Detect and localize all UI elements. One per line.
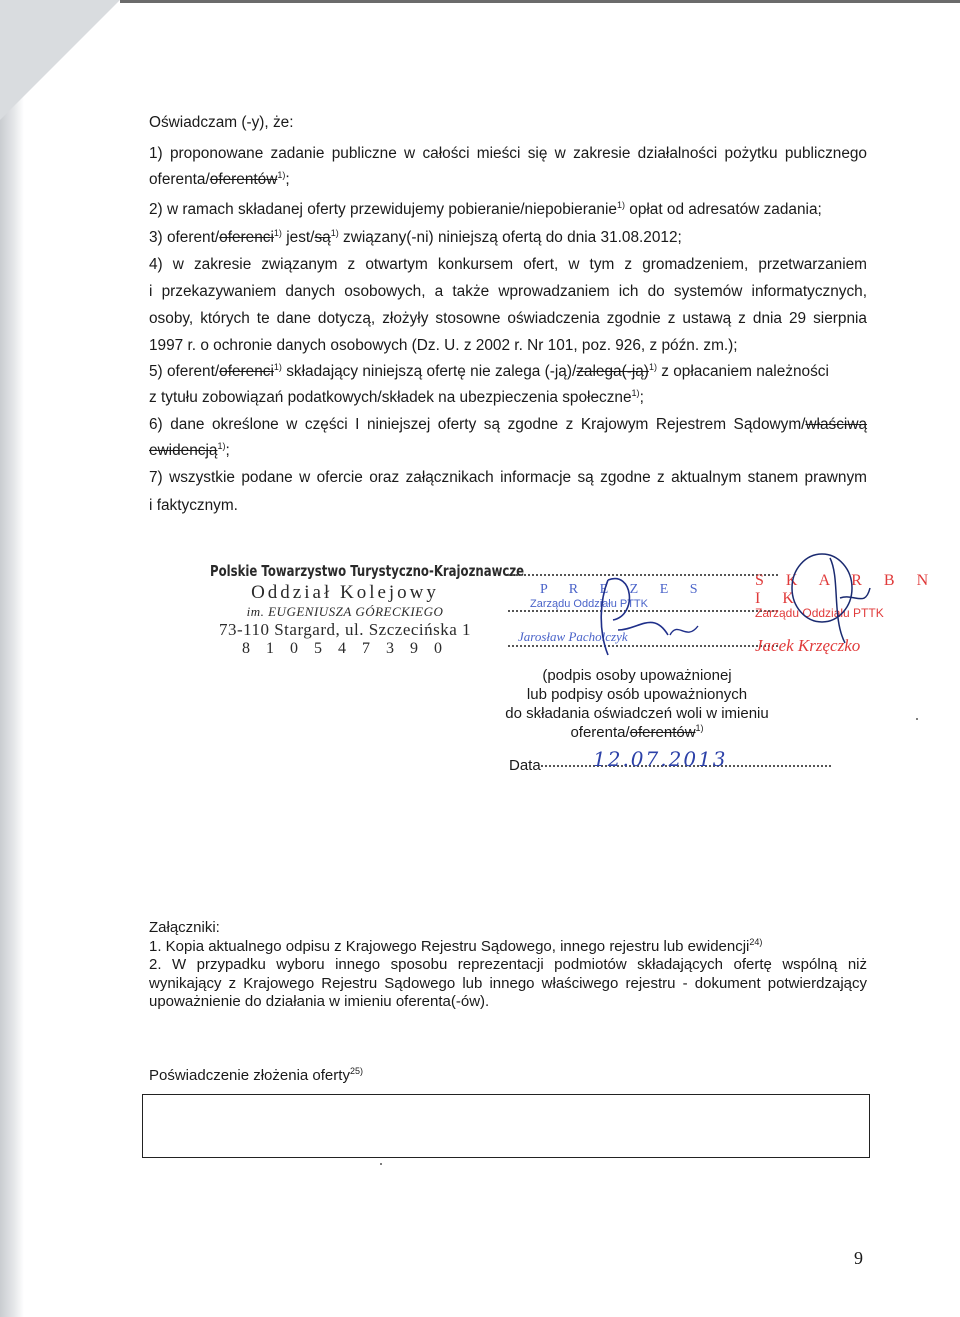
text: Poświadczenie złożenia oferty: [149, 1067, 350, 1084]
struck-text: oferenci: [219, 229, 274, 246]
text: z tytułu zobowiązań podatkowych/składek na ubezpieczenia społeczne: [149, 389, 632, 406]
declaration-item-3: [149, 229, 682, 247]
declaration-item-4-cont: osoby, których te dane dotyczą, złożyły stosowne oświadczenia zgodnie z ustawą z dnia 29 sierpnia: [149, 310, 867, 327]
scan-edge-shadow: [0, 0, 24, 1317]
date-handwritten-value: 12.07.2013: [593, 747, 728, 771]
declaration-item-6: [149, 416, 867, 434]
text: 2) w ramach składanej oferty przewidujemy pobieranie/niepobieranie: [149, 201, 617, 218]
footnote-ref: 1): [277, 169, 286, 180]
declaration-item-1: 1) proponowane zadanie publiczne w całości mieści się w zakresie działalności pożytku publicznego: [149, 145, 867, 162]
date-label: Data: [509, 757, 541, 774]
stamp-line: 8 1 0 5 4 7 3 9 0: [242, 640, 448, 657]
text: ;: [285, 171, 290, 188]
handwritten-signature-treasurer: [770, 548, 890, 658]
struck-text: ewidencją: [149, 442, 218, 459]
declaration-item-1-cont: [149, 171, 290, 189]
text: oferenta/: [570, 724, 630, 741]
signature-caption: [487, 666, 787, 742]
text: oferenta/: [149, 171, 210, 188]
treasurer-stamp-org: Zarządu Oddziału PTTK: [755, 606, 884, 620]
caption-line: [487, 723, 787, 742]
president-stamp-org: Zarządu Oddziału PTTK: [530, 598, 648, 610]
declaration-item-2: [149, 201, 822, 219]
stamp-line: Oddział Kolejowy: [251, 582, 439, 603]
text: ;: [225, 442, 230, 459]
organization-stamp: [210, 562, 525, 658]
declaration-item-4-cont: 1997 r. o ochronie danych osobowych (Dz. U. z 2002 r. Nr 101, poz. 926, z późn. zm.);: [149, 337, 738, 354]
footnote-ref: 1): [217, 440, 226, 451]
president-stamp-name: Jarosław Pacholczyk: [518, 629, 628, 644]
handwritten-signature-president: [578, 560, 718, 670]
scan-speck: [380, 1163, 382, 1165]
president-stamp-title: P R E Z E S: [540, 582, 707, 597]
caption-line: do składania oświadczeń woli w imieniu: [505, 705, 769, 722]
footnote-ref: 1): [631, 387, 640, 398]
confirmation-box: [142, 1094, 870, 1158]
struck-text: oferentów: [629, 724, 696, 741]
stamp-line: im. EUGENIUSZA GÓRECKIEGO: [246, 604, 444, 619]
caption-line: lub podpisy osób upoważnionych: [526, 686, 748, 703]
attachment-item-1: [149, 938, 867, 957]
text: związany(-ni) niniejszą ofertą do dnia 31.08.2012;: [338, 229, 682, 246]
footnote-ref: 1): [273, 361, 282, 372]
scan-folded-corner: [0, 0, 120, 120]
footnote-ref: 25): [349, 1066, 363, 1076]
declaration-item-5: [149, 363, 829, 381]
struck-text: są: [314, 229, 331, 246]
footnote-ref: 1): [330, 227, 339, 238]
stamp-line: 73-110 Stargard, ul. Szczecińska 1: [218, 620, 472, 639]
stamp-line: Polskie Towarzystwo Turystyczno-Krajoznawcze: [210, 562, 525, 580]
struck-text: właściwą: [805, 416, 867, 433]
attachments-heading: Załączniki:: [149, 919, 220, 936]
caption-line: (podpis osoby upoważnionej: [542, 667, 732, 684]
treasurer-stamp-title: S K A R B N I K: [755, 572, 938, 607]
footnote-ref: 1): [648, 361, 657, 372]
scan-speck: [916, 718, 918, 720]
attachments-section: [149, 919, 867, 1012]
declaration-item-6-cont: [149, 442, 230, 460]
declaration-item-4: 4) w zakresie związanym z otwartym konkursem ofert, w tym z gromadzeniem, przetwarzaniem: [149, 256, 867, 273]
struck-text: oferentów: [209, 171, 278, 188]
text: 1. Kopia aktualnego odpisu z Krajowego Rejestru Sądowego, innego rejestru lub ewidencji: [149, 937, 750, 955]
text: ;: [639, 389, 644, 406]
confirmation-label: [149, 1067, 363, 1084]
page-number: 9: [854, 1248, 863, 1268]
declaration-heading: Oświadczam (-y), że:: [149, 114, 294, 131]
struck-text: zalega(-ją): [576, 363, 649, 380]
declaration-item-7: 7) wszystkie podane w ofercie oraz załącznikach informacje są zgodne z aktualnym stanem prawnym: [149, 469, 867, 486]
text: opłat od adresatów zadania;: [624, 201, 822, 218]
treasurer-stamp-name: Jacek Krzęczko: [755, 636, 861, 655]
text: składający niniejszą ofertę nie zalega (-ją)/: [281, 363, 577, 380]
declaration-item-7-cont: i faktycznym.: [149, 497, 238, 514]
date-field: [509, 747, 831, 774]
footnote-ref: 1): [273, 227, 282, 238]
struck-text: oferenci: [219, 363, 274, 380]
declaration-item-5-cont: [149, 389, 644, 407]
scan-top-border: [120, 0, 960, 3]
text: jest/: [281, 229, 315, 246]
text: z opłacaniem należności: [656, 363, 829, 380]
text: 5) oferent/: [149, 363, 220, 380]
footnote-ref: 1): [695, 723, 704, 733]
footnote-ref: 1): [616, 199, 625, 210]
text: 6) dane określone w części I niniejszej oferty są zgodne z Krajowym Rejestrem Sądowym/: [149, 416, 806, 433]
attachment-item-2: 2. W przypadku wyboru innego sposobu reprezentacji podmiotów składających ofertę wspólną niż wynikający z Krajowego Rejestru Sądowego lub innego właściwego rejestru - dokument potwierdzający upoważnienie do działania w imieniu oferenta(-ów).: [149, 956, 867, 1010]
footnote-ref: 24): [749, 936, 763, 947]
text: 3) oferent/: [149, 229, 220, 246]
declaration-item-4-cont: i przekazywaniem danych osobowych, a także wprowadzaniem ich do systemów informatycznych,: [149, 283, 867, 300]
